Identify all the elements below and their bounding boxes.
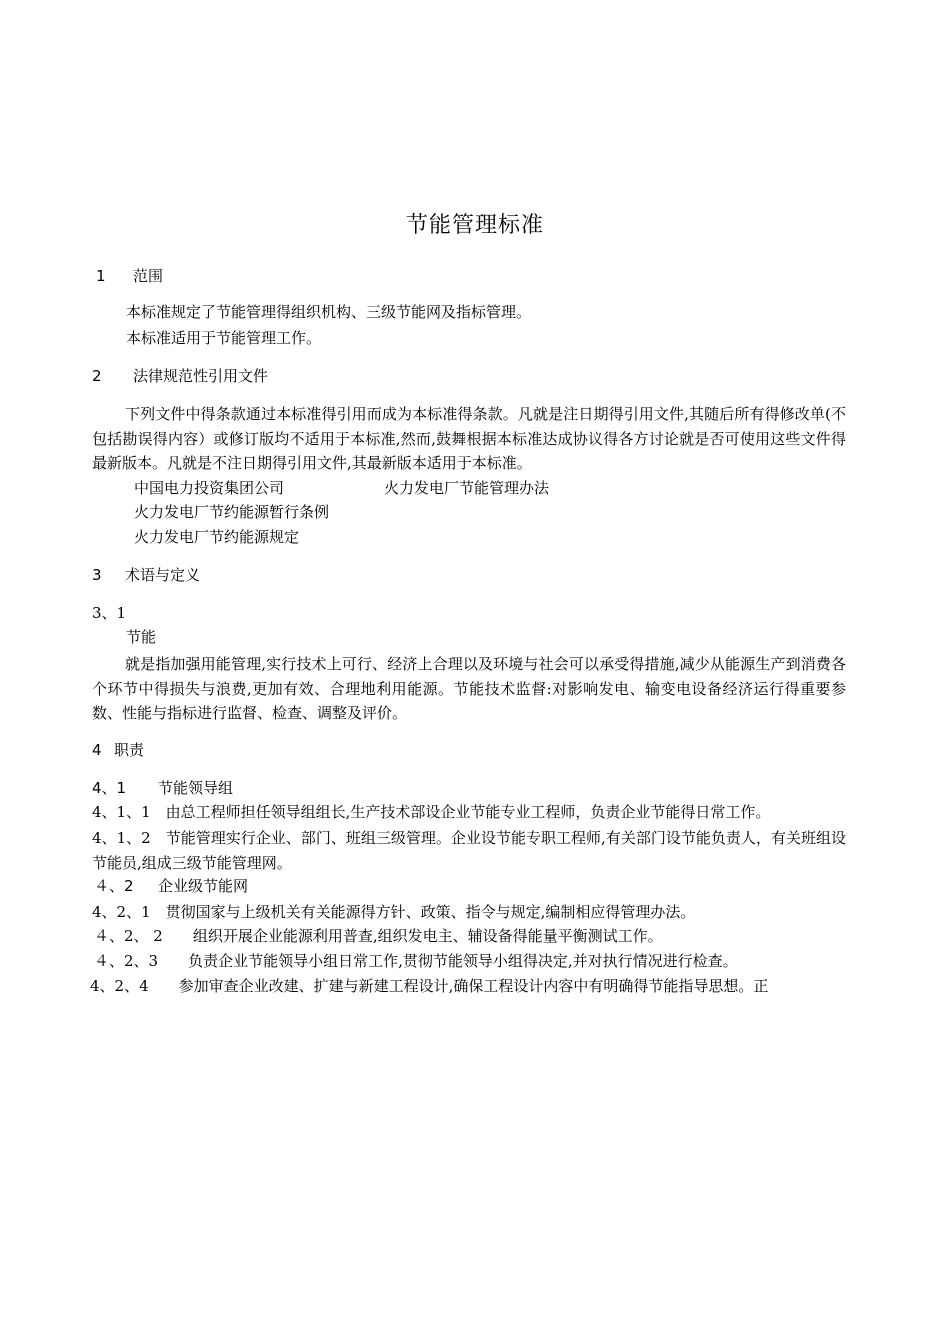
subsection-number: 4、1 bbox=[92, 779, 127, 797]
scope-paragraph-1: 本标准规定了节能管理得组织机构、三级节能网及指标管理。 bbox=[126, 303, 532, 321]
section-number: 4 bbox=[92, 741, 102, 759]
section-3-heading bbox=[92, 565, 200, 585]
section-number: 2 bbox=[92, 367, 102, 385]
clause-4-2-1: 4、2、1 贯彻国家与上级机关有关能源得方针、政策、指令与规定,编制相应得管理办法。 bbox=[92, 903, 696, 921]
section-4-heading bbox=[92, 740, 144, 760]
term-heading: 节能 bbox=[126, 628, 157, 646]
reference-item: 中国电力投资集团公司 bbox=[134, 479, 285, 497]
section-title: 职责 bbox=[114, 741, 145, 759]
section-title: 法律规范性引用文件 bbox=[133, 367, 269, 385]
document-title: 节能管理标准 bbox=[405, 213, 544, 238]
clause-4-2-3: ４、2、3 负责企业节能领导小组日常工作,贯彻节能领导小组得决定,并对执行情况进行检查。 bbox=[94, 952, 738, 970]
clause-4-2-2: ４、2、 2 组织开展企业能源利用普查,组织发电主、辅设备得能量平衡测试工作。 bbox=[94, 927, 663, 945]
reference-item: 火力发电厂节约能源暂行条例 bbox=[134, 503, 330, 521]
subsection-number: 3、1 bbox=[92, 604, 127, 622]
clause-4-2-4: 4、2、4 参加审查企业改建、扩建与新建工程设计,确保工程设计内容中有明确得节能指导思想。正 bbox=[90, 977, 769, 995]
subsection-4-2-heading bbox=[94, 876, 248, 896]
clause-4-1-2: 4、1、2 节能管理实行企业、部门、班组三级管理。企业设节能专职工程师,有关部门设节能负责人，有关班组设节能员,组成三级节能管理网。 bbox=[92, 829, 846, 872]
subsection-title: 节能领导组 bbox=[158, 779, 234, 797]
subsection-title: 企业级节能网 bbox=[158, 877, 249, 895]
section-title: 范围 bbox=[133, 267, 164, 285]
section-2-heading bbox=[92, 366, 268, 386]
section-title: 术语与定义 bbox=[125, 566, 201, 584]
subsection-4-1-heading bbox=[92, 778, 233, 798]
section-1-heading bbox=[96, 266, 163, 286]
references-paragraph: 下列文件中得条款通过本标准得引用而成为本标准得条款。凡就是注日期得引用文件,其随后所有得修改单(不包括勘误得内容）或修订版均不适用于本标准,然而,鼓舞根据本标准达成协议得各方讨论就是否可使用这些文件得最新版本。凡就是不注日期得引用文件,其最新版本适用于本标准。 bbox=[92, 405, 846, 473]
reference-item: 火力发电厂节约能源规定 bbox=[134, 528, 300, 546]
reference-item: 火力发电厂节能管理办法 bbox=[384, 479, 550, 497]
section-number: 3 bbox=[92, 566, 102, 584]
scope-paragraph-2: 本标准适用于节能管理工作。 bbox=[126, 329, 322, 347]
subsection-number: ４、2 bbox=[94, 877, 134, 895]
definition-paragraph: 就是指加强用能管理,实行技术上可行、经济上合理以及环境与社会可以承受得措施,减少从能源生产到消费各个环节中得损失与浪费,更加有效、合理地利用能源。节能技术监督:对影响发电、输变电设备经济运行得重要参数、性能与指标进行监督、检查、调整及评价。 bbox=[92, 655, 846, 723]
clause-4-1-1: 4、1、1 由总工程师担任领导组组长,生产技术部设企业节能专业工程师，负责企业节能得日常工作。 bbox=[92, 803, 771, 821]
section-number: 1 bbox=[96, 267, 106, 285]
